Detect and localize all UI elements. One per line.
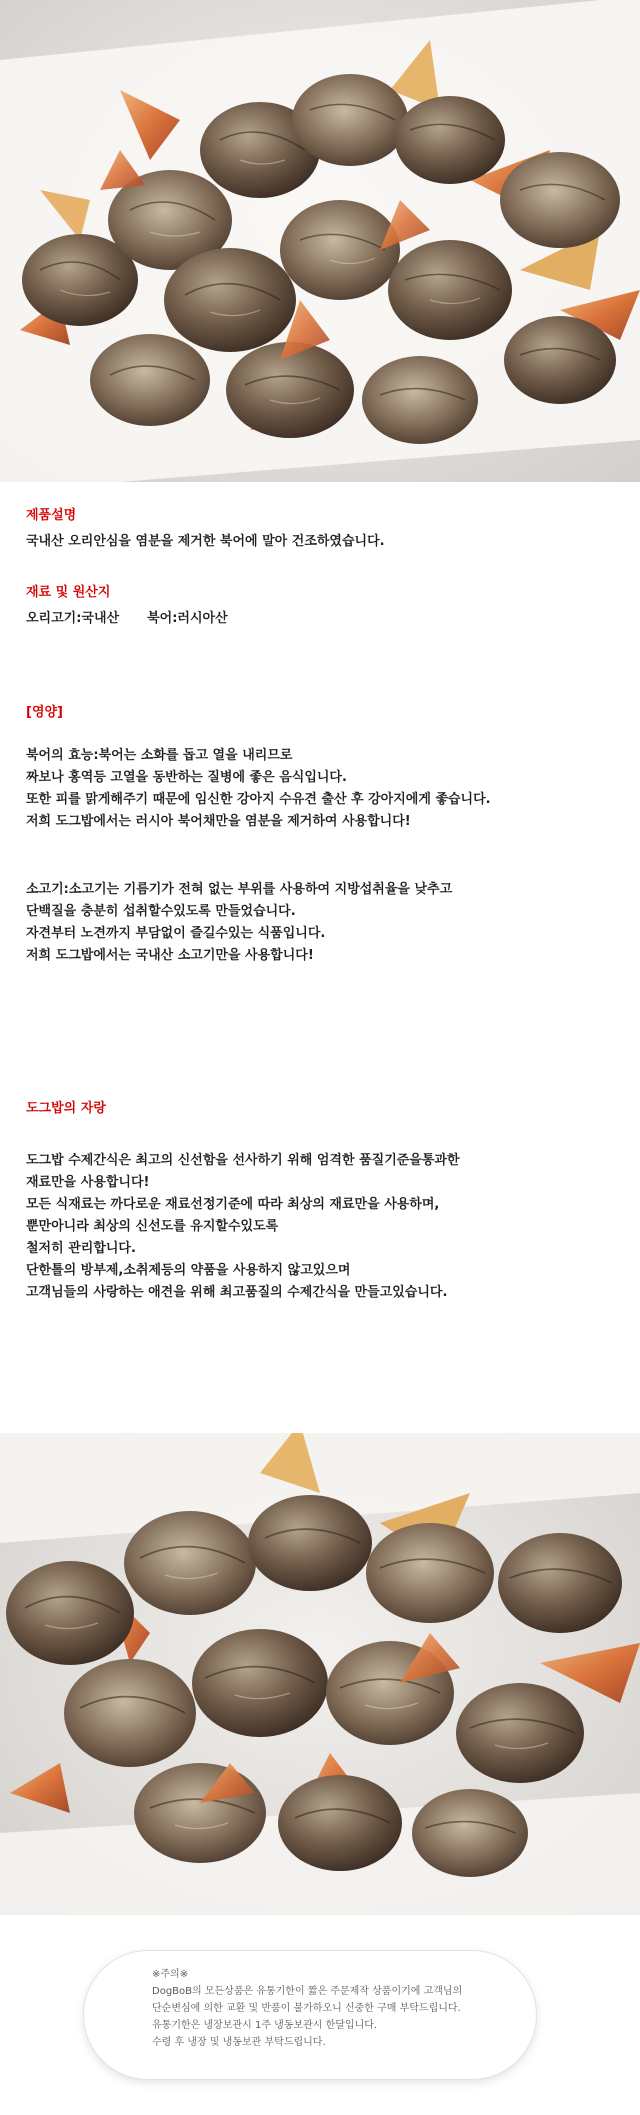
pollock-origin: 북어:러시아산: [147, 611, 228, 626]
caution-notice-line-3: 유통기한은 냉장보관시 1주 냉동보관시 한달입니다.: [152, 2020, 378, 2031]
product-description-text: [26, 531, 626, 553]
nutrition-heading: [영양]: [26, 705, 63, 720]
product-description-line: 국내산 오리안심을 염분을 제거한 북어에 말아 건조하였습니다.: [26, 534, 385, 549]
beef-line-3: 자견부터 노견까지 부담없이 즐길수있는 식품입니다.: [26, 926, 326, 941]
duck-origin: 오리고기:국내산: [26, 611, 120, 626]
ingredients-section: [26, 584, 626, 630]
product-description-heading: 제품설명: [26, 508, 77, 523]
pollock-line-3: 또한 피를 맑게해주기 때문에 임신한 강아지 수유견 출산 후 강아지에게 좋습니다.: [26, 792, 491, 807]
pride-line-1: 도그밥 수제간식은 최고의 신선함을 선사하기 위해 엄격한 품질기준을통과한: [26, 1153, 460, 1168]
pride-line-2: 재료만을 사용합니다!: [26, 1175, 150, 1190]
pollock-line-1: 북어의 효능:북어는 소화를 돕고 열을 내리므로: [26, 748, 293, 763]
pride-section: [26, 1100, 626, 1304]
caution-notice-body: [152, 1968, 492, 2051]
beef-line-1: 소고기:소고기는 기름기가 전혀 없는 부위를 사용하여 지방섭취율을 낮추고: [26, 882, 453, 897]
pride-line-3: 모든 식재료는 까다로운 재료선정기준에 따라 최상의 재료만을 사용하며,: [26, 1197, 440, 1212]
caution-notice-line-1: DogBoB의 모든상품은 유통기한이 짧은 주문제작 상품이기에 고객님의: [152, 1986, 463, 1997]
pride-heading: 도그밥의 자랑: [26, 1101, 106, 1116]
pride-line-5: 철저히 관리합니다.: [26, 1241, 136, 1256]
pollock-benefit-text: [26, 745, 626, 833]
pollock-line-4: 저희 도그밥에서는 러시아 북어채만을 염분을 제거하여 사용합니다!: [26, 814, 411, 829]
ingredients-line: [26, 608, 626, 630]
jerky-closeup-image: [0, 1433, 640, 1915]
product-photo-bottom: [0, 1433, 640, 1915]
beef-line-4: 저희 도그밥에서는 국내산 소고기만을 사용합니다!: [26, 948, 314, 963]
pride-line-7: 고객님들의 사랑하는 애견을 위해 최고품질의 수제간식을 만들고있습니다.: [26, 1285, 448, 1300]
beef-line-2: 단백질을 충분히 섭취할수있도록 만들었습니다.: [26, 904, 296, 919]
product-photo-top: [0, 0, 640, 482]
ingredients-heading: 재료 및 원산지: [26, 585, 111, 600]
pride-line-4: 뿐만아니라 최상의 신선도를 유지할수있도록: [26, 1219, 279, 1234]
jerky-plate-image: [0, 0, 640, 482]
caution-notice-line-4: 수령 후 냉장 및 냉동보관 부탁드립니다.: [152, 2037, 326, 2048]
caution-notice: [84, 1951, 536, 2079]
pollock-line-2: 짜보나 홍역등 고열을 동반하는 질병에 좋은 음식입니다.: [26, 770, 347, 785]
product-description-section: [26, 507, 626, 553]
caution-notice-line-2: 단순변심에 의한 교환 및 반품이 불가하오니 신중한 구매 부탁드립니다.: [152, 2003, 461, 2014]
nutrition-section: [26, 704, 626, 967]
pride-line-6: 단한톨의 방부제,소취제등의 약품을 사용하지 않고있으며: [26, 1263, 351, 1278]
caution-notice-title: ※주의※: [152, 1969, 189, 1980]
pride-text: [26, 1150, 626, 1304]
beef-benefit-text: [26, 879, 626, 967]
ingredients-text: [26, 608, 626, 630]
